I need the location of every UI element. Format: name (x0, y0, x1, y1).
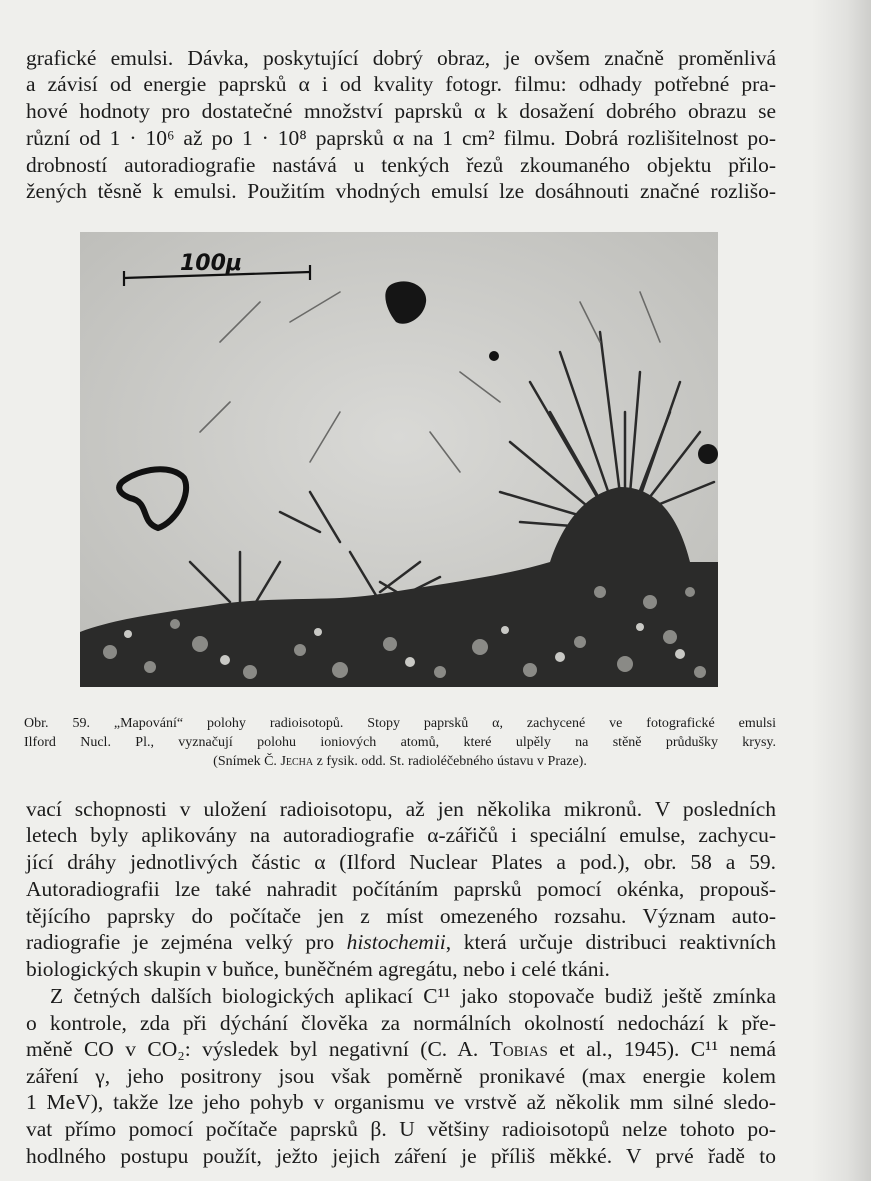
para2-line-7: hodlného postupu použít, ježto jejich záření je příliš měkké. V prvé řadě to (26, 1144, 776, 1168)
para1-line-5: tějícího paprsky do počítače jen z míst omezeného rozsahu. Význam auto- (26, 904, 776, 928)
para1-line-6: radiografie je zejména velký pro histochemii, která určuje distribuci reaktivních (26, 930, 776, 954)
text-line-2: a závisí od energie paprsků α i od kvality fotogr. filmu: odhady potřebné pra- (26, 72, 776, 96)
text-line-6: žených těsně k emulsi. Použitím vhodných emulsí lze dosáhnouti značné rozlišo- (26, 179, 776, 203)
figure-caption-line-2: Ilford Nucl. Pl., vyznačují polohu ioniových atomů, které ulpěly na stěně průdušky krysy. (24, 735, 776, 750)
figure-caption-line-1: Obr. 59. „Mapování“ polohy radioisotopů. Stopy paprsků α, zachycené ve fotografické emulsi (24, 716, 776, 731)
author-name-tobias: Tobias (489, 1037, 548, 1061)
text-line-1: grafické emulsi. Dávka, poskytující dobrý obraz, je ovšem značně proměnlivá (26, 46, 776, 70)
para2-line-4: záření γ, jeho positrony jsou však poměrně pronikavé (max energie kolem (26, 1064, 776, 1088)
text-line-4: různí od 1 · 10⁶ až po 1 · 10⁸ paprsků α na 1 cm² filmu. Dobrá rozlišitelnost po- (26, 126, 776, 150)
para2-line-6: vat přímo pomocí počítače paprsků β. U většiny radioisotopů nelze tohoto po- (26, 1117, 776, 1141)
para1-line-4: Autoradiografii lze také nahradit počítáním paprsků pomocí okénka, propouš- (26, 877, 776, 901)
para2-line-1: Z četných dalších biologických aplikací C¹¹ jako stopovače budiž ještě zmínka (50, 984, 776, 1008)
emphasis-histochemii: histochemii (346, 930, 446, 954)
para1-line-7: biologických skupin v buňce, buněčném agregátu, nebo i celé tkáni. (26, 957, 610, 981)
figure-59-photo (80, 232, 718, 687)
para2-line-2: o kontrole, zda při dýchání člověka za normálních okolností nedochází k pře- (26, 1011, 776, 1035)
para1-line-2: letech byly aplikovány na autoradiografie α-zářičů i speciální emulse, zachycu- (26, 823, 776, 847)
figure-caption-line-3: (Snímek Č. Jecha z fysik. odd. St. radioléčebného ústavu v Praze). (213, 754, 587, 769)
text-line-3: hové hodnoty pro dostatečné množství paprsků α k dosažení dobrého obrazu se (26, 99, 776, 123)
para1-line-3: jící dráhy jednotlivých částic α (Ilford Nuclear Plates a pod.), obr. 58 a 59. (26, 850, 776, 874)
scale-label: 100μ (180, 251, 243, 276)
para2-line-5: 1 MeV), takže lze jeho pohyb v organismu ve vrstvě až několik mm silné sledo- (26, 1090, 776, 1114)
author-name: Jecha (280, 754, 314, 769)
page-edge-shadow (811, 0, 871, 1181)
para2-line-3: měně CO v CO₂: výsledek byl negativní (C. A. Tobias et al., 1945). C¹¹ nemá (26, 1037, 776, 1061)
para1-line-1: vací schopnosti v uložení radioisotopu, až jen několika mikronů. V posledních (26, 797, 776, 821)
text-line-5: drobností autoradiografie nastává u tenkých řezů zkoumaného objektu přilo- (26, 153, 776, 177)
